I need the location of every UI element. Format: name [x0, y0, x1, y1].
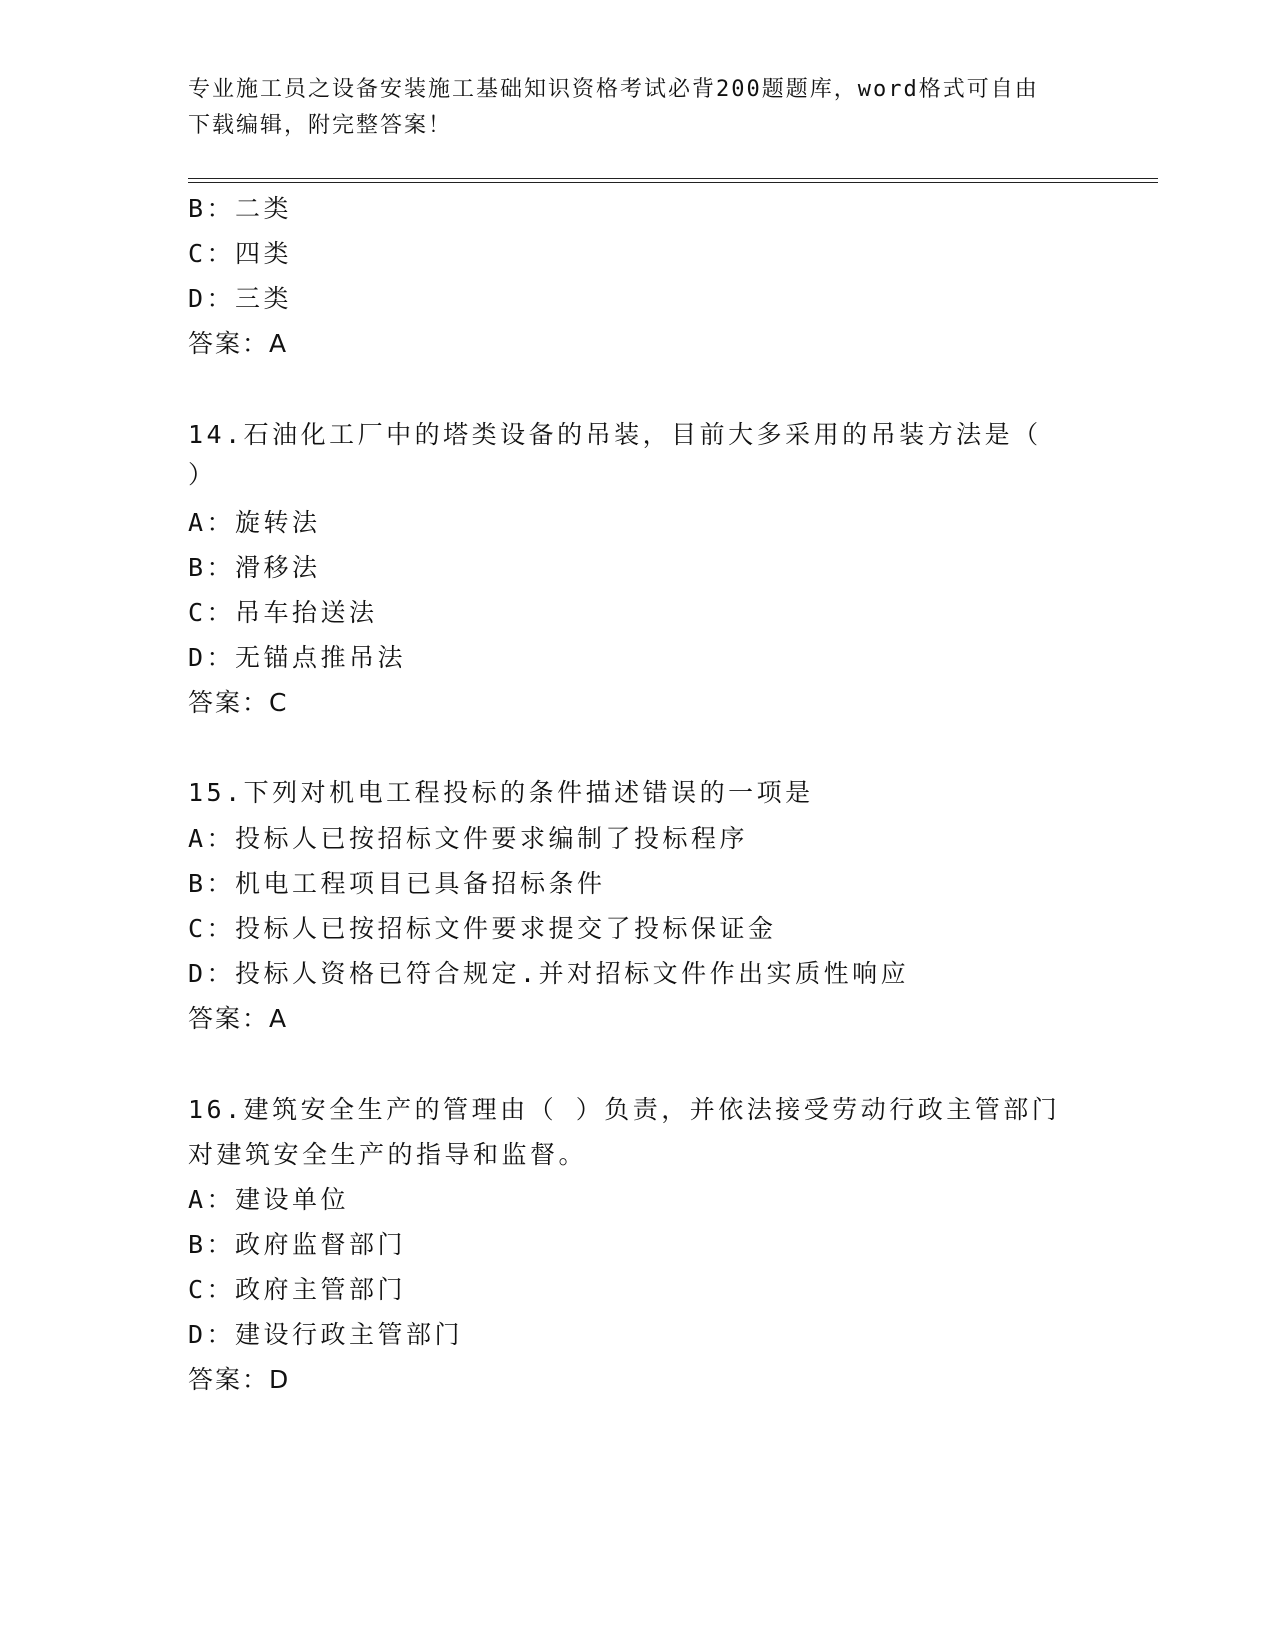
q13-option-d: D：三类 [188, 284, 293, 313]
q14-stem-line-1: 14.石油化工厂中的塔类设备的吊装，目前大多采用的吊装方法是（ [188, 420, 1042, 449]
q13-answer: 答案：A [188, 329, 289, 358]
q15-option-b: B：机电工程项目已具备招标条件 [188, 869, 606, 898]
header-line-2: 下载编辑，附完整答案！ [188, 113, 453, 138]
q14-option-b: B：滑移法 [188, 553, 321, 582]
q15-option-d: D：投标人资格已符合规定.并对招标文件作出实质性响应 [188, 959, 910, 988]
q15-stem: 15.下列对机电工程投标的条件描述错误的一项是 [188, 778, 814, 807]
q16-option-d: D：建设行政主管部门 [188, 1320, 464, 1349]
q15-option-a: A：投标人已按招标文件要求编制了投标程序 [188, 824, 749, 853]
q16-answer: 答案：D [188, 1365, 291, 1394]
q13-option-b: B：二类 [188, 194, 293, 223]
q15-answer: 答案：A [188, 1004, 289, 1033]
q14-answer: 答案：C [188, 688, 289, 717]
q16-stem-line-2: 对建筑安全生产的指导和监督。 [188, 1140, 588, 1169]
q14-stem-line-2: ） [188, 460, 217, 489]
q13-option-c: C：四类 [188, 239, 293, 268]
q16-option-a: A：建设单位 [188, 1185, 350, 1214]
q14-option-c: C：吊车抬送法 [188, 598, 378, 627]
q16-stem-line-1: 16.建筑安全生产的管理由（ ）负责，并依法接受劳动行政主管部门 [188, 1095, 1061, 1124]
q15-option-c: C：投标人已按招标文件要求提交了投标保证金 [188, 914, 777, 943]
q14-option-a: A：旋转法 [188, 508, 321, 537]
header-line-1: 专业施工员之设备安装施工基础知识资格考试必背200题题库，word格式可自由 [188, 77, 1039, 102]
q16-option-c: C：政府主管部门 [188, 1275, 407, 1304]
q16-option-b: B：政府监督部门 [188, 1230, 407, 1259]
header-divider [188, 178, 1158, 183]
page-header [188, 72, 1088, 144]
q14-option-d: D：无锚点推吊法 [188, 643, 407, 672]
